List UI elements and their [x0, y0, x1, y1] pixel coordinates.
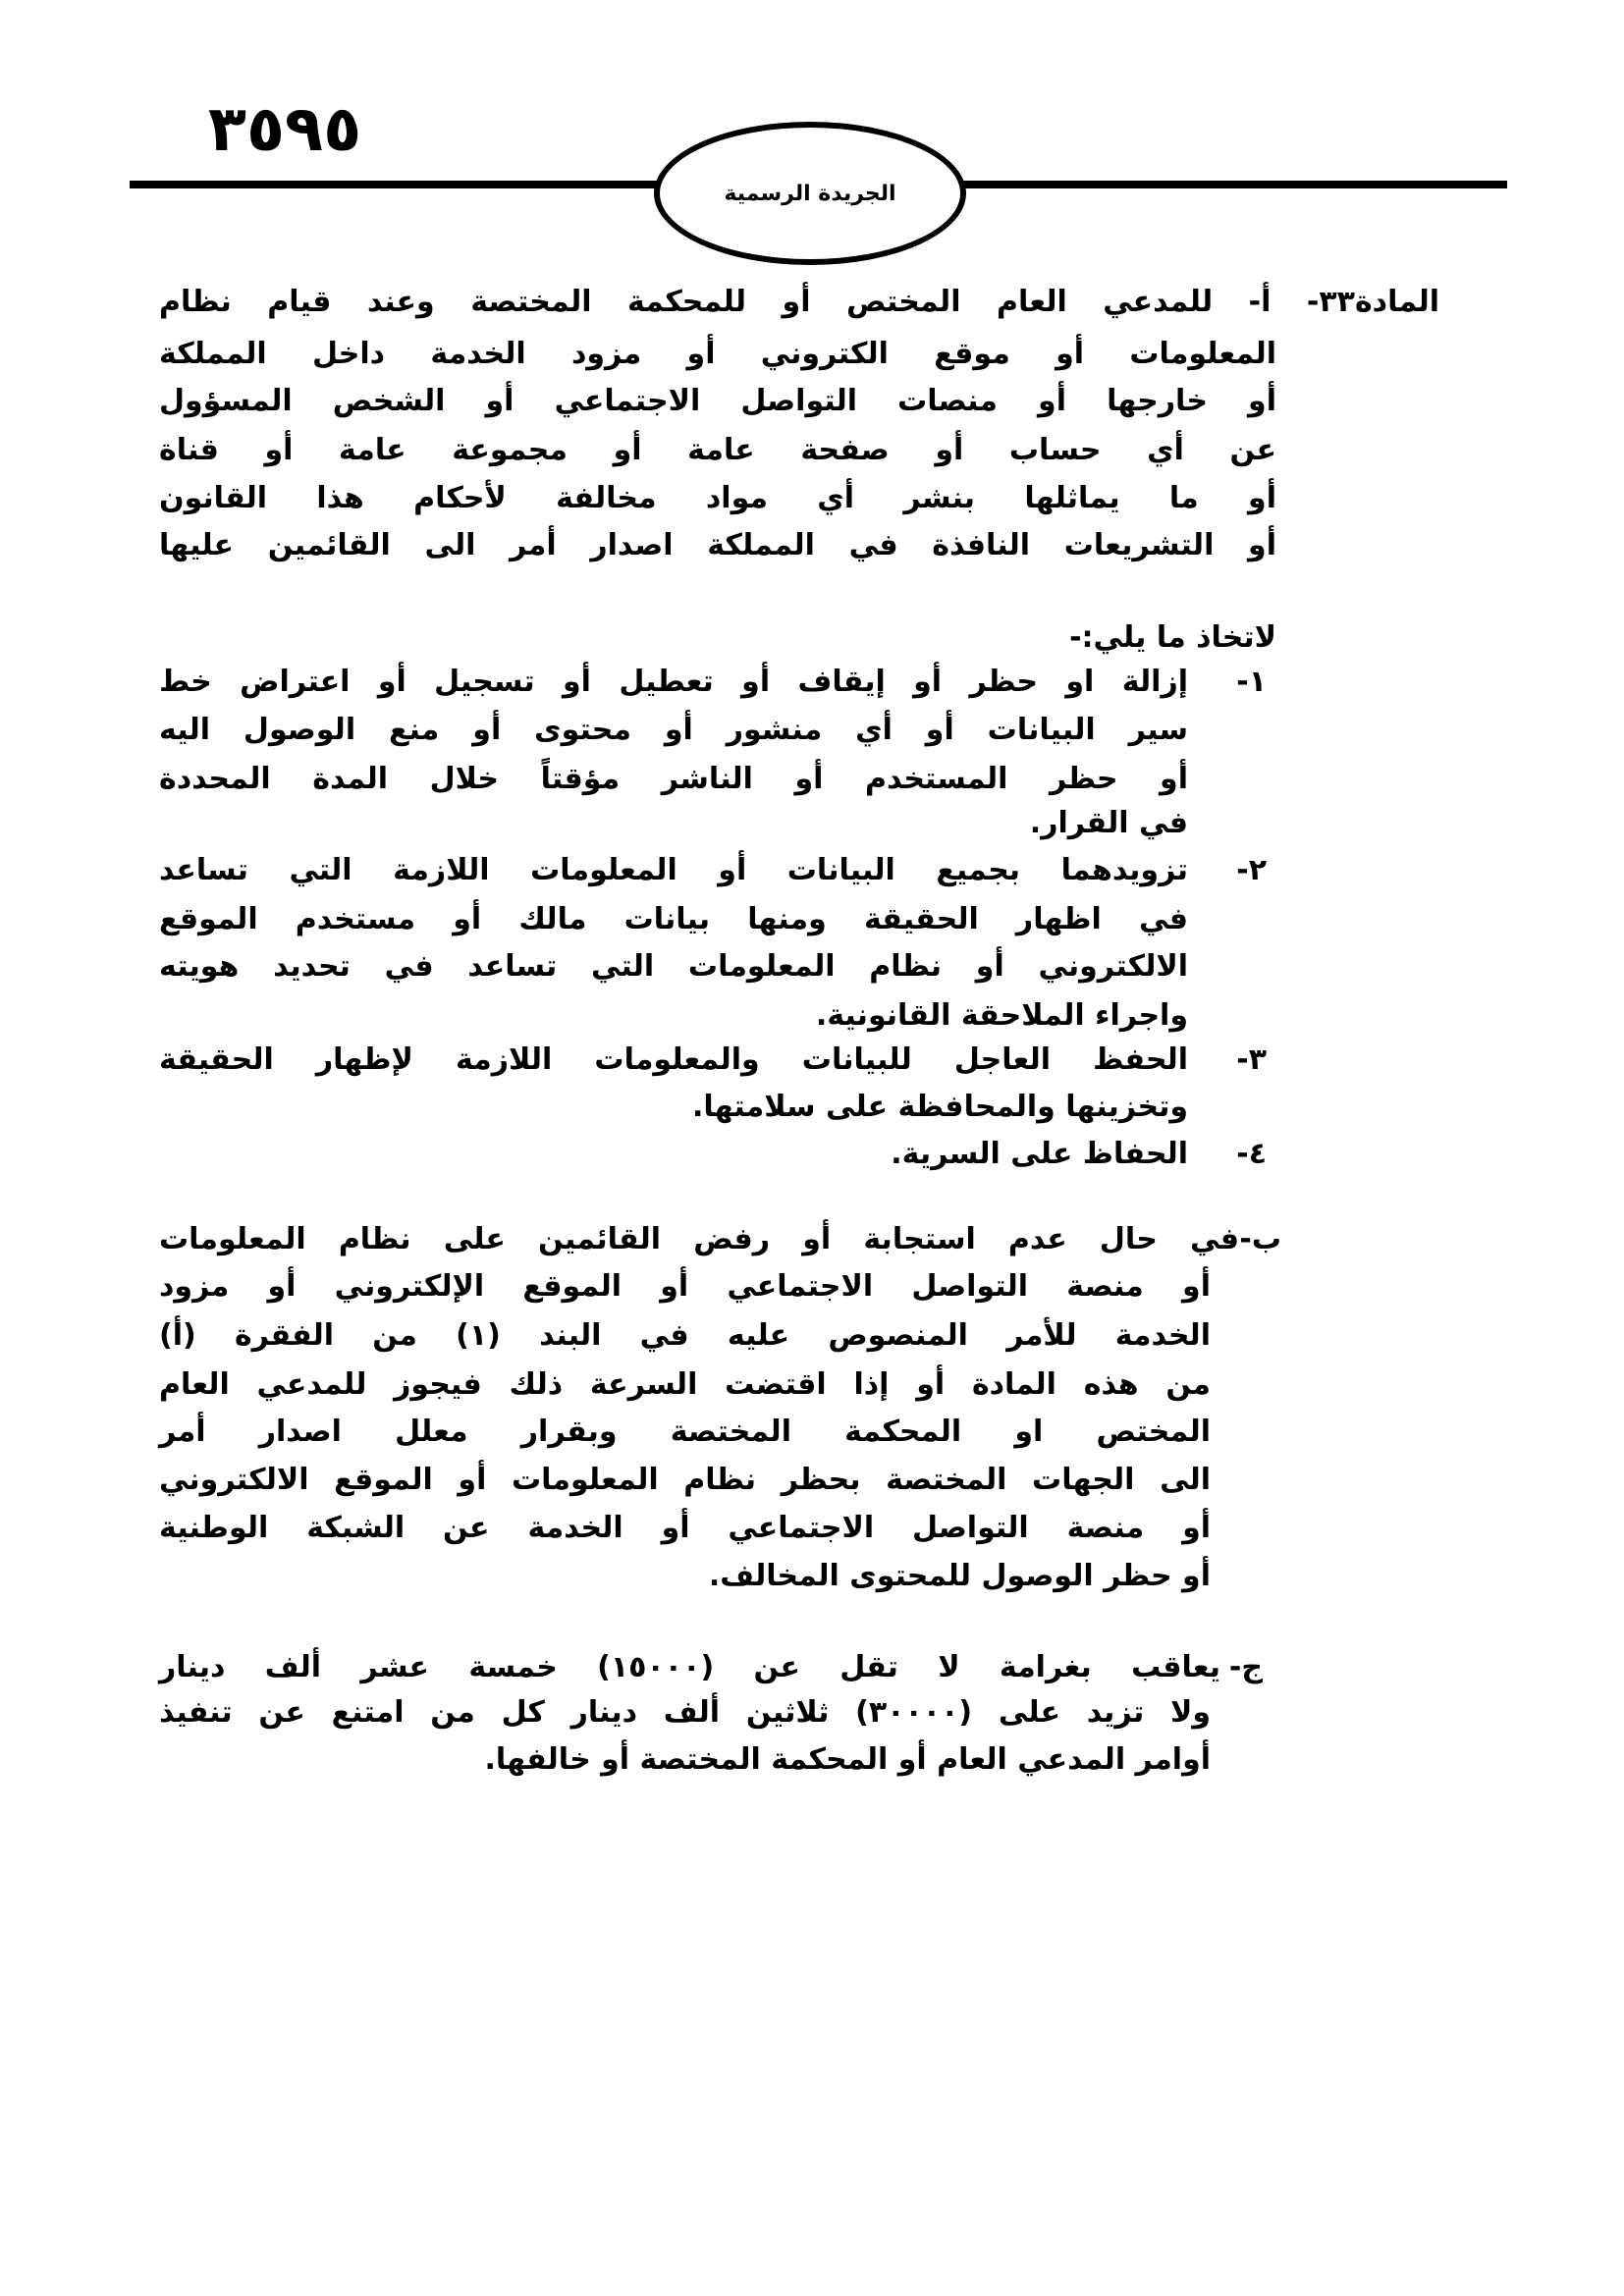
item-number: ١-: [1236, 665, 1267, 699]
item-line: أو حظر المستخدم أو الناشر مؤقتاً خلال المدة المحددة: [159, 762, 1188, 796]
item-line: وتخزينها والمحافظة على سلامتها.: [691, 1090, 1188, 1124]
article-line: لاتخاذ ما يلي:-: [1069, 620, 1276, 655]
item-line: الحفاظ على السرية.: [891, 1137, 1188, 1171]
paragraph-c-label: ج-: [1228, 1650, 1263, 1684]
item-line: سير البيانات أو أي منشور أو محتوى أو منع الوصول اليه: [159, 713, 1188, 747]
item-line: في القرار.: [1029, 806, 1188, 840]
item-line: واجراء الملاحقة القانونية.: [815, 998, 1188, 1033]
paragraph-b-line: أو منصة التواصل الاجتماعي أو الموقع الإلكتروني أو مزود: [159, 1269, 1211, 1304]
item-line: تزويدهما بجميع البيانات أو المعلومات اللازمة التي تساعد: [159, 853, 1188, 887]
paragraph-b-line: الى الجهات المختصة بحظر نظام المعلومات أو الموقع الالكتروني: [159, 1463, 1211, 1497]
paragraph-b-line: أو حظر الوصول للمحتوى المخالف.: [708, 1559, 1211, 1593]
paragraph-b-line: من هذه المادة أو إذا اقتضت السرعة ذلك فيجوز للمدعي العام: [159, 1367, 1211, 1402]
item-line: في اظهار الحقيقة ومنها بيانات مالك أو مستخدم الموقع: [159, 902, 1188, 936]
article-line: أو التشريعات النافذة في المملكة اصدار أمر الى القائمين عليها: [159, 528, 1276, 562]
item-line: الالكتروني أو نظام المعلومات التي تساعد في تحديد هويته: [159, 949, 1188, 984]
paragraph-c-line: يعاقب بغرامة لا تقل عن (١٥٠٠٠) خمسة عشر ألف دينار: [159, 1650, 1221, 1684]
item-number: ٢-: [1236, 853, 1267, 887]
paragraph-b-line: أو منصة التواصل الاجتماعي أو الخدمة عن الشبكة الوطنية: [159, 1511, 1211, 1545]
gazette-title-oval: [654, 122, 966, 265]
article-line: عن أي حساب أو صفحة عامة أو مجموعة عامة أو قناة: [159, 433, 1276, 467]
item-line: الحفظ العاجل للبيانات والمعلومات اللازمة لإظهار الحقيقة: [159, 1042, 1188, 1077]
paragraph-b-line: في حال عدم استجابة أو رفض القائمين على نظام المعلومات: [159, 1222, 1239, 1256]
paragraph-b-line: المختص او المحكمة المختصة وبقرار معلل اصدار أمر: [159, 1415, 1211, 1449]
article-line: أو ما يماثلها بنشر أي مواد مخالفة لأحكام هذا القانون: [159, 481, 1276, 515]
paragraph-b-line: الخدمة للأمر المنصوص عليه في البند (١) من الفقرة (أ): [159, 1318, 1211, 1353]
paragraph-c-line: أوامر المدعي العام أو المحكمة المختصة أو خالفها.: [484, 1742, 1211, 1777]
article-line: المعلومات أو موقع الكتروني أو مزود الخدمة داخل المملكة: [159, 337, 1276, 371]
item-number: ٣-: [1236, 1042, 1267, 1077]
gazette-title: الجريدة الرسمية: [724, 181, 896, 206]
page-number: ٣٥٩٥: [207, 93, 362, 166]
paragraph-b-label: ب-: [1239, 1222, 1281, 1256]
article-line: أو خارجها أو منصات التواصل الاجتماعي أو الشخص المسؤول: [159, 384, 1276, 418]
article-line: المادة٣٣- أ- للمدعي العام المختص أو للمحكمة المختصة وعند قيام نظام: [159, 285, 1439, 319]
item-number: ٤-: [1236, 1137, 1267, 1171]
paragraph-c-line: ولا تزيد على (٣٠٠٠٠) ثلاثين ألف دينار كل من امتنع عن تنفيذ: [159, 1695, 1211, 1730]
item-line: إزالة او حظر أو إيقاف أو تعطيل أو تسجيل أو اعتراض خط: [159, 665, 1188, 699]
